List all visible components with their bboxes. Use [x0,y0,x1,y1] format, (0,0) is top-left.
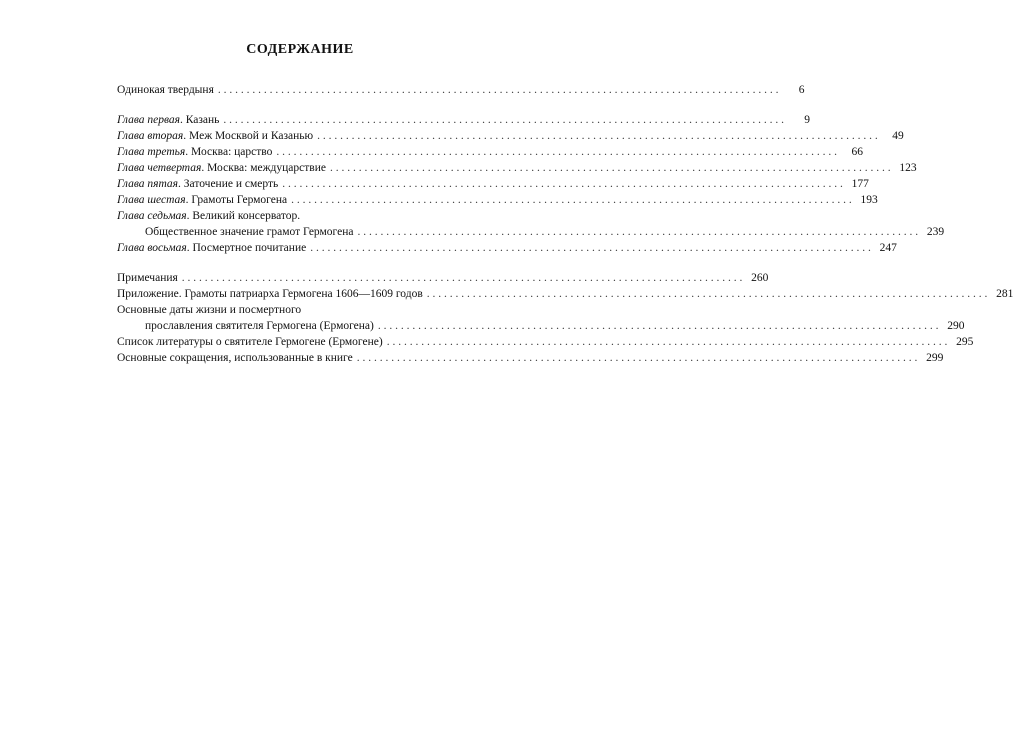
dot-leader [378,318,939,334]
toc-entry-label: Примечания [117,272,178,284]
toc-entry-intro[interactable] [117,82,805,98]
chapter-title: . Посмертное почитание [186,242,307,254]
toc-entry-label: Приложение. Грамоты патриарха Гермогена 1606—1609 годов [117,288,423,300]
toc-entry-label: Основные даты жизни и посмертного [117,304,302,316]
dot-leader [330,160,891,176]
toc-page-number: 123 [899,162,917,174]
dot-leader [357,350,918,366]
chapter-number: Глава третья [117,146,186,158]
chapter-title: . Великий консерватор. [186,210,301,222]
toc-page-number: 193 [860,194,878,206]
toc-entry-notes[interactable] [117,270,769,286]
toc-entry-chapter-2[interactable] [117,128,904,144]
toc-entry-dates-line-2[interactable] [117,318,965,334]
dot-leader [357,224,918,240]
toc-page-number: 9 [804,114,811,126]
chapter-title: . Грамоты Гермогена [185,194,288,206]
toc-entry-appendix[interactable] [117,286,1013,302]
toc-page-number: 295 [956,336,974,348]
toc-page-number: 281 [996,288,1013,300]
chapter-subtitle: Общественное значение грамот Гермогена [145,226,354,238]
toc-entry-abbreviations[interactable] [117,350,944,366]
toc-page-number: 290 [947,320,965,332]
toc-page-number: 260 [751,272,769,284]
toc-page-number: 239 [926,226,945,238]
chapter-number: Глава шестая [117,194,186,206]
toc-entry-label: Одинокая твердыня [117,84,214,96]
toc-entry-label: Основные сокращения, использованные в книге [117,352,353,364]
toc-entry-chapter-8[interactable] [117,240,897,256]
dot-leader [282,176,843,192]
toc-page-number: 6 [798,84,805,96]
toc-entry-chapter-7-line-2[interactable] [117,224,945,240]
toc-entry-dates-line-1[interactable] [117,302,486,318]
toc-entry-bibliography[interactable] [117,334,974,350]
table-of-contents [117,82,1013,366]
toc-entry-chapter-1[interactable] [117,112,811,128]
toc-entry-chapter-7-line-1[interactable] [117,208,486,224]
toc-entry-chapter-5[interactable] [117,176,869,192]
chapter-number: Глава восьмая [117,242,187,254]
chapter-number: Глава вторая [117,130,184,142]
toc-page-number: 49 [892,130,904,142]
dot-leader [182,270,743,286]
toc-page-number: 247 [879,242,897,254]
chapter-title: . Москва: междуцарствие [201,162,326,174]
toc-entry-label: прославления святителя Гермогена (Ермогена) [145,320,374,332]
chapter-number: Глава седьмая [117,210,187,222]
chapter-title: . Заточение и смерть [178,178,279,190]
toc-page-number: 177 [851,178,869,190]
dot-leader [291,192,852,208]
chapter-title: . Казань [180,114,220,126]
dot-leader [276,144,837,160]
dot-leader [218,82,779,98]
dot-leader [317,128,878,144]
page-title: СОДЕРЖАНИЕ [246,42,354,57]
toc-entry-chapter-4[interactable] [117,160,917,176]
chapter-title: . Москва: царство [185,146,273,158]
dot-leader [310,240,871,256]
toc-entry-chapter-6[interactable] [117,192,878,208]
chapter-number: Глава пятая [117,178,179,190]
dot-leader [223,112,784,128]
toc-entry-label: Список литературы о святителе Гермогене (Ермогене) [117,336,383,348]
toc-page-number: 66 [851,146,863,158]
dot-leader [387,334,948,350]
chapter-title: . Меж Москвой и Казанью [183,130,314,142]
toc-entry-chapter-3[interactable] [117,144,863,160]
toc-page-number: 299 [926,352,944,364]
dot-leader [427,286,988,302]
chapter-number: Глава первая [117,114,180,126]
chapter-number: Глава четвертая [117,162,202,174]
